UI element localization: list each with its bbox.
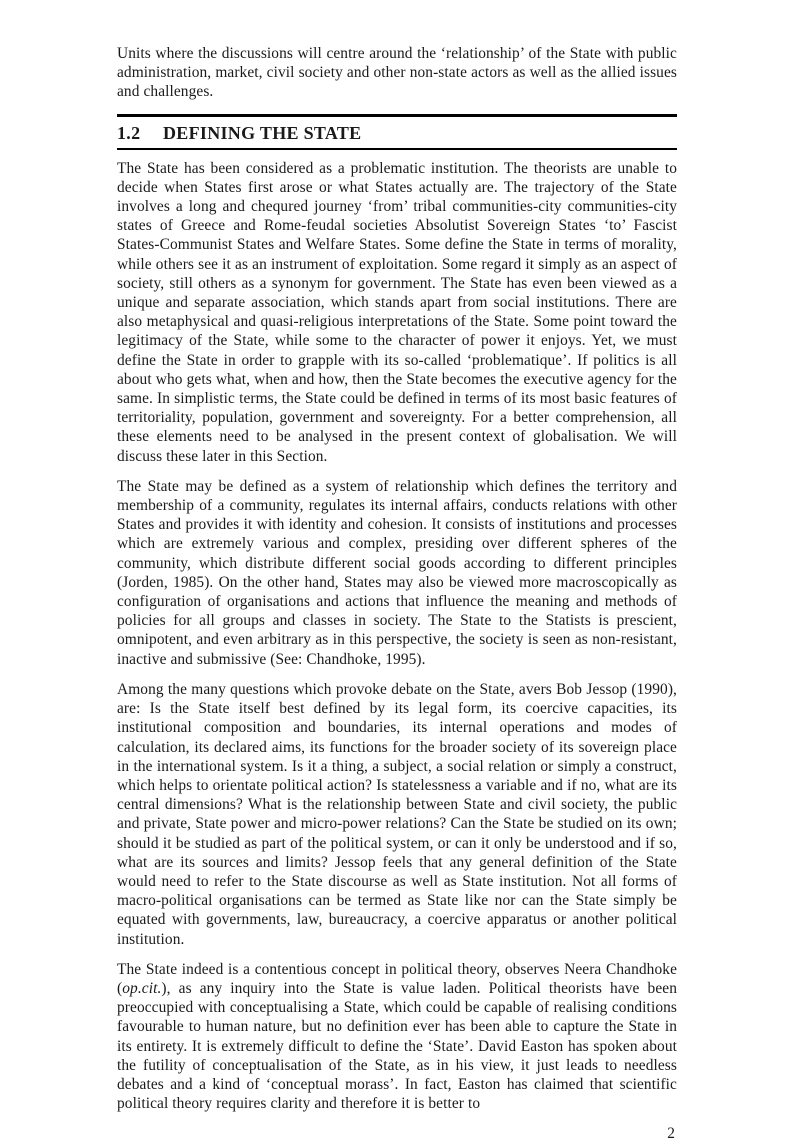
body-paragraph: The State may be defined as a system of relationship which defines the territory and membership of a community, regulates its internal affairs, conducts relations with other States and provides it with identity and cohesion. It consists of institutions and processes which are extremely various and complex, presiding over different spheres of the community, which distribute different social goods according to different principles (Jorden, 1985). On the other hand, States may also be viewed more macroscopically as configuration of organisations and actions that influence the meaning and methods of policies for all groups and classes in society. The State to the Statists is prescient, omnipotent, and even arbitrary as in this perspective, the society is seen as non-resistant, inactive and submissive (See: Chandhoke, 1995).	[117, 477, 677, 668]
closing-paragraph	[117, 960, 677, 1114]
intro-paragraph: Units where the discussions will centre around the ‘relationship’ of the State with public administration, market, civil society and other non-state actors as well as the allied issues and challenges.	[117, 45, 677, 101]
page-number: 2	[667, 1125, 675, 1143]
section-heading	[117, 114, 677, 150]
closing-text-before: The State indeed is a contentious concept in political theory, observes Neera Chandhoke (	[117, 960, 677, 997]
body-paragraph: The State has been considered as a problematic institution. The theorists are unable to decide when States first arose or what States actually are. The trajectory of the State involves a long and chequred journey ‘from’ tribal communities-city communities-city states of Greece and Rome-feudal societies Absolutist Sovereign States ‘to’ Fascist States-Communist States and Welfare States. Some define the State in terms of morality, while others see it as an instrument of exploitation. Some regard it simply as an aspect of society, still others as a synonym for government. The State has even been viewed as a unique and separate association, which stands apart from social institutions. There are also metaphysical and quasi-religious interpretations of the State. Some point toward the legitimacy of the State, while some to the character of power it enjoys. Yet, we must define the State in order to grapple with its so-called ‘problematique’. If politics is all about who gets what, when and how, then the State becomes the executive agency for the same. In simplistic terms, the State could be defined in terms of its most basic features of territoriality, population, government and sovereignty. For a better comprehension, all these elements need to be analysed in the present context of globalisation. We will discuss these later in this Section.	[117, 159, 677, 465]
section-title: DEFINING THE STATE	[163, 122, 362, 143]
closing-text-after: ), as any inquiry into the State is value laden. Political theorists have been preoccupied with conceptualising a State, which could be capable of realising conditions favourable to human nature, but no definition ever has been able to capture the State in its entirety. It is extremely difficult to define the ‘State’. David Easton has spoken about the futility of conceptualisation of the State, as in his view, it just leads to needless debates and a kind of ‘conceptual morass’. In fact, Easton has claimed that scientific political theory requires clarity and therefore it is better to	[117, 979, 677, 1113]
section-number: 1.2	[117, 122, 141, 143]
text-block	[117, 44, 677, 1144]
citation-italic: op.cit.	[122, 979, 162, 997]
body-paragraph: Among the many questions which provoke debate on the State, avers Bob Jessop (1990), are: Is the State itself best defined by its legal form, its coercive capacities, its institutional composition and boundaries, its internal operations and modes of calculation, its declared aims, its functions for the broader society of its sovereign place in the international system. Is it a thing, a subject, a social relation or simply a construct, which helps to orientate political action? Is statelessness a variable and if no, what are its central dimensions? What is the relationship between State and civil society, the public and private, State power and micro-power relations? Can the State be studied on its own; should it be studied as part of the political system, or can it only be understood and if so, what are its sources and limits? Jessop feels that any general definition of the State would need to refer to the State discourse as well as State institution. Not all forms of macro-political organisations can be termed as State like nor can the State simply be equated with governments, law, bureaucracy, a coercive apparatus or another political institution.	[117, 680, 677, 948]
